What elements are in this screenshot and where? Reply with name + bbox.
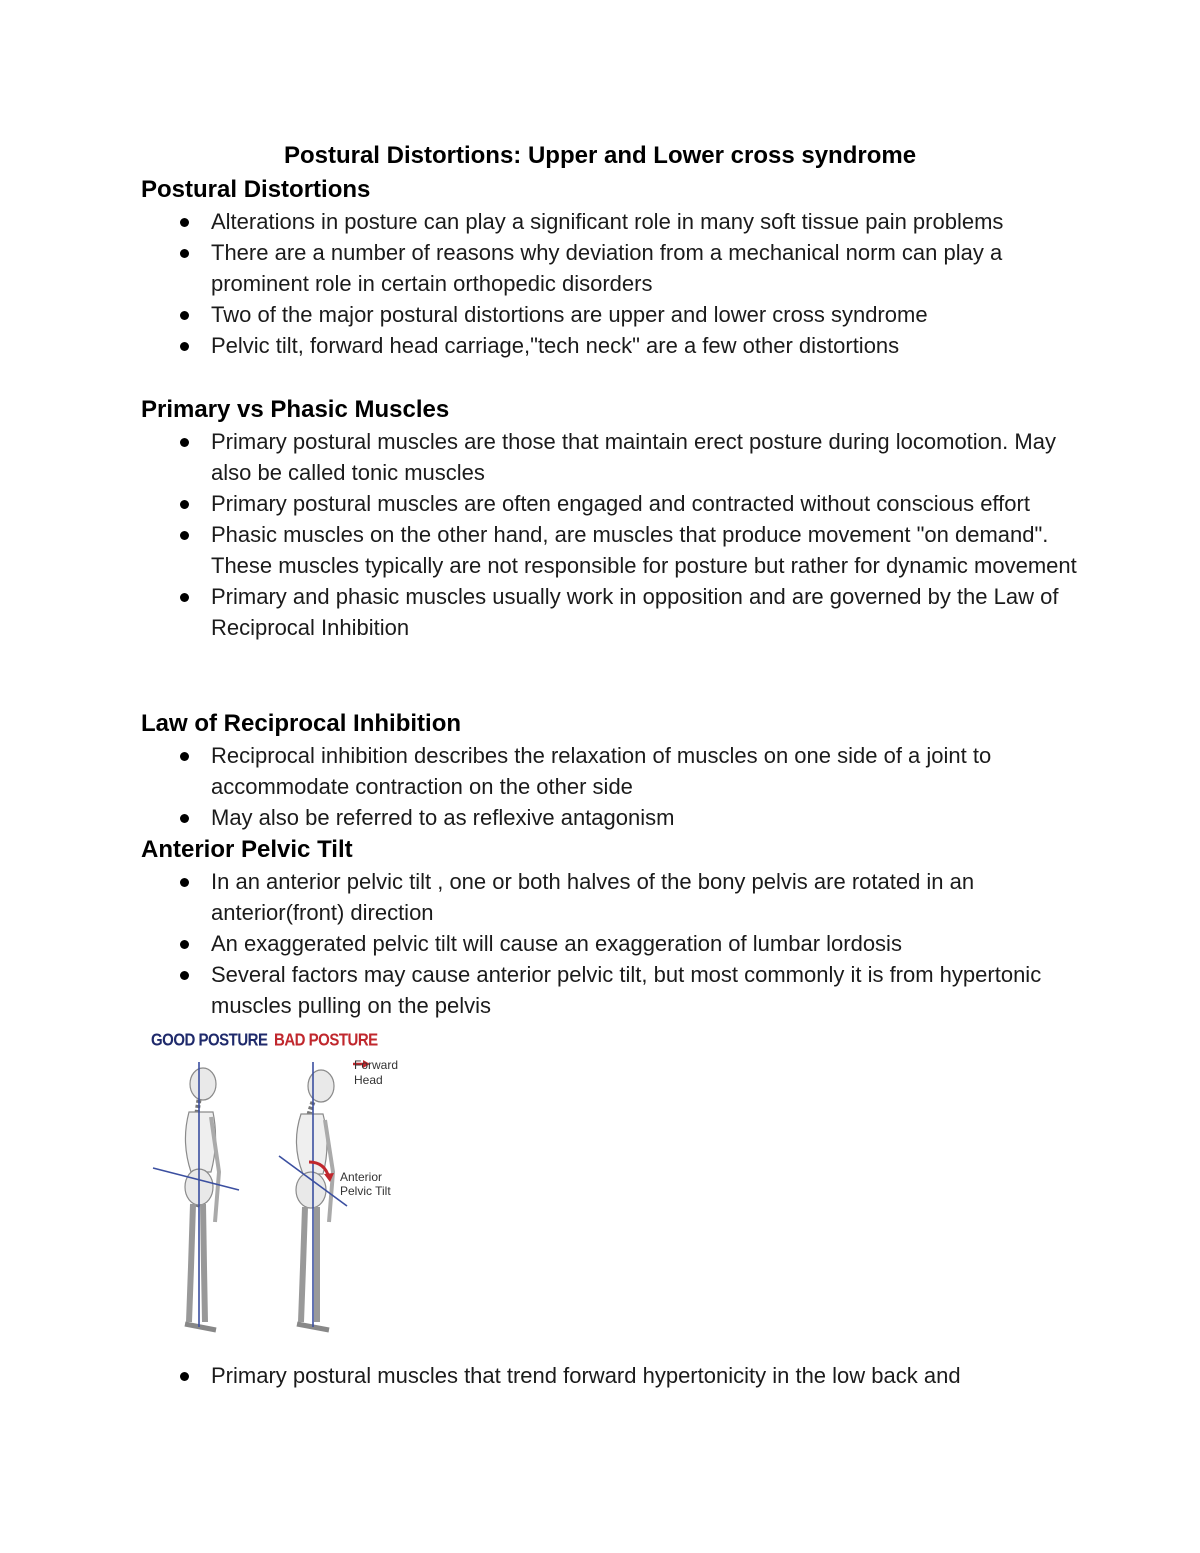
list-item: Phasic muscles on the other hand, are muscles that produce movement "on demand". These muscles typically are not responsible for posture but rather for dynamic movement (141, 519, 1081, 581)
list-item: Primary postural muscles that trend forward hypertonicity in the low back and (141, 1360, 1081, 1391)
bullet-dot-icon (180, 593, 189, 602)
pelvic-tilt-note-line2: Pelvic Tilt (340, 1184, 391, 1198)
bullet-dot-icon (180, 249, 189, 258)
list-item: Several factors may cause anterior pelvic tilt, but most commonly it is from hypertonic muscles pulling on the pelvis (141, 959, 1081, 1021)
section-heading: Postural Distortions (141, 176, 371, 203)
forward-head-note-line1: Forward (354, 1058, 399, 1072)
bullet-list (141, 426, 1081, 643)
bad-posture-skeleton-icon (296, 1070, 334, 1330)
bullet-list (141, 1360, 1081, 1391)
list-item: May also be referred to as reflexive antagonism (141, 802, 1081, 833)
list-item: Primary postural muscles are those that maintain erect posture during locomotion. May also be called tonic muscles (141, 426, 1081, 488)
bullet-dot-icon (180, 438, 189, 447)
bullet-list (141, 206, 1081, 361)
list-item: There are a number of reasons why deviation from a mechanical norm can play a prominent role in certain orthopedic disorders (141, 237, 1081, 299)
document-title: Postural Distortions: Upper and Lower cross syndrome (283, 142, 917, 169)
bullet-dot-icon (180, 878, 189, 887)
list-item: Two of the major postural distortions are upper and lower cross syndrome (141, 299, 1081, 330)
section-postural-distortions (141, 174, 1081, 361)
bullet-dot-icon (180, 814, 189, 823)
bullet-dot-icon (180, 500, 189, 509)
good-posture-label: GOOD POSTURE (151, 1030, 268, 1051)
bullet-dot-icon (180, 342, 189, 351)
section-heading: Law of Reciprocal Inhibition (141, 710, 462, 737)
list-item: An exaggerated pelvic tilt will cause an exaggeration of lumbar lordosis (141, 928, 1081, 959)
list-item: Pelvic tilt, forward head carriage,"tech neck" are a few other distortions (141, 330, 1081, 361)
bullet-dot-icon (180, 752, 189, 761)
bad-posture-label: BAD POSTURE (274, 1030, 378, 1051)
pelvic-tilt-note-line1: Anterior (340, 1170, 383, 1184)
bullet-dot-icon (180, 971, 189, 980)
section-heading: Anterior Pelvic Tilt (141, 836, 353, 863)
section-anterior-pelvic-tilt (141, 834, 1081, 1021)
list-item: Reciprocal inhibition describes the relaxation of muscles on one side of a joint to accommodate contraction on the other side (141, 740, 1081, 802)
bullet-dot-icon (180, 940, 189, 949)
section-heading: Primary vs Phasic Muscles (141, 396, 450, 423)
list-item: Primary and phasic muscles usually work in opposition and are governed by the Law of Reciprocal Inhibition (141, 581, 1081, 643)
bullet-dot-icon (180, 531, 189, 540)
forward-head-note-line2: Head (354, 1073, 383, 1087)
list-item: In an anterior pelvic tilt , one or both halves of the bony pelvis are rotated in an anterior(front) direction (141, 866, 1081, 928)
bullet-list (141, 740, 1081, 833)
list-item: Alterations in posture can play a significant role in many soft tissue pain problems (141, 206, 1081, 237)
good-posture-skeleton-icon (185, 1068, 219, 1330)
posture-comparison-figure (141, 1022, 411, 1340)
bullet-list (141, 866, 1081, 1021)
section-reciprocal-inhibition (141, 708, 1081, 833)
section-continuation (141, 1360, 1081, 1391)
section-primary-vs-phasic (141, 394, 1081, 643)
bullet-dot-icon (180, 1372, 189, 1381)
bullet-dot-icon (180, 218, 189, 227)
bullet-dot-icon (180, 311, 189, 320)
list-item: Primary postural muscles are often engaged and contracted without conscious effort (141, 488, 1081, 519)
